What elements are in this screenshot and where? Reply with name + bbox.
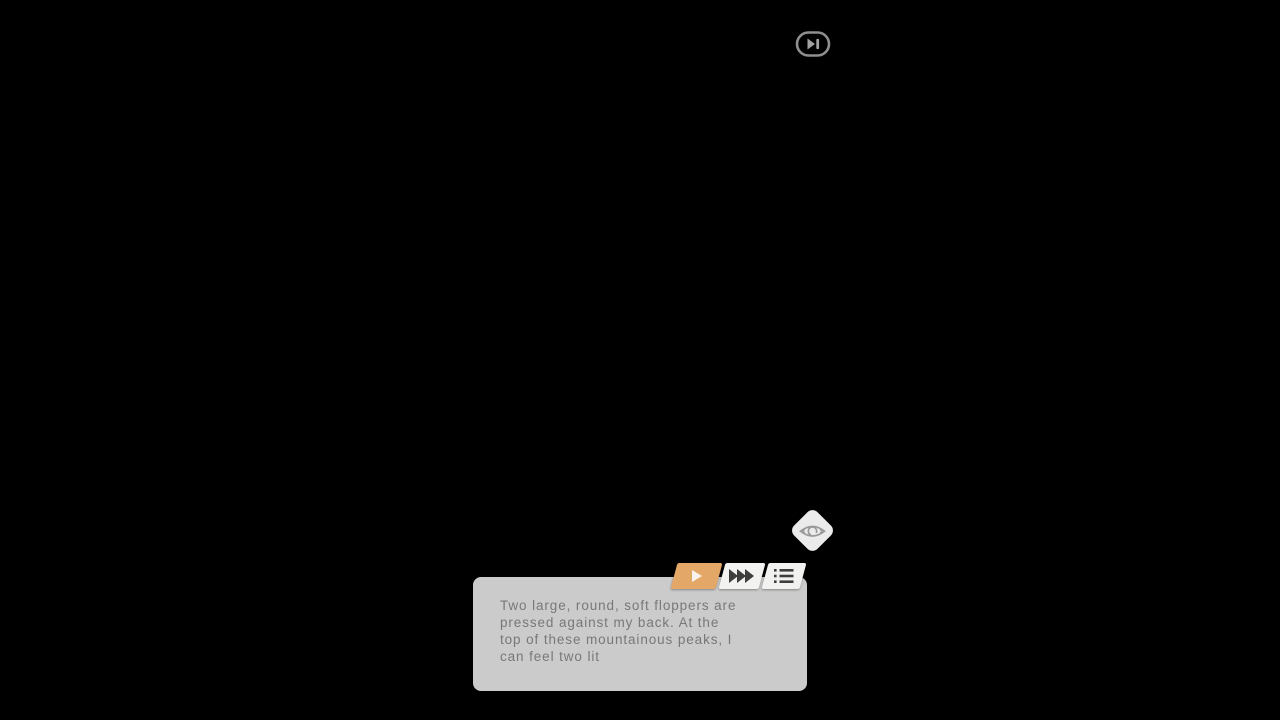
dialogue-line: Two large, round, soft floppers are [500, 598, 737, 613]
skip-scene-button[interactable] [794, 29, 832, 59]
tab-fast-forward[interactable] [719, 563, 766, 589]
play-icon [692, 570, 702, 582]
list-icon [774, 568, 794, 584]
dialogue-text [500, 597, 785, 665]
fast-forward-icon [729, 569, 755, 583]
tab-log[interactable] [762, 563, 807, 589]
dialogue-control-tabs [674, 563, 803, 589]
dialogue-line: pressed against my back. At the [500, 615, 720, 630]
dialogue-line: top of these mountainous peaks, I [500, 632, 733, 647]
skip-next-icon [794, 46, 832, 63]
dialogue-box[interactable] [473, 577, 807, 691]
dialogue-line: can feel two lit [500, 649, 600, 664]
eye-toggle-button[interactable] [789, 507, 836, 554]
eye-icon [799, 521, 827, 541]
tab-auto-play[interactable] [671, 563, 723, 589]
